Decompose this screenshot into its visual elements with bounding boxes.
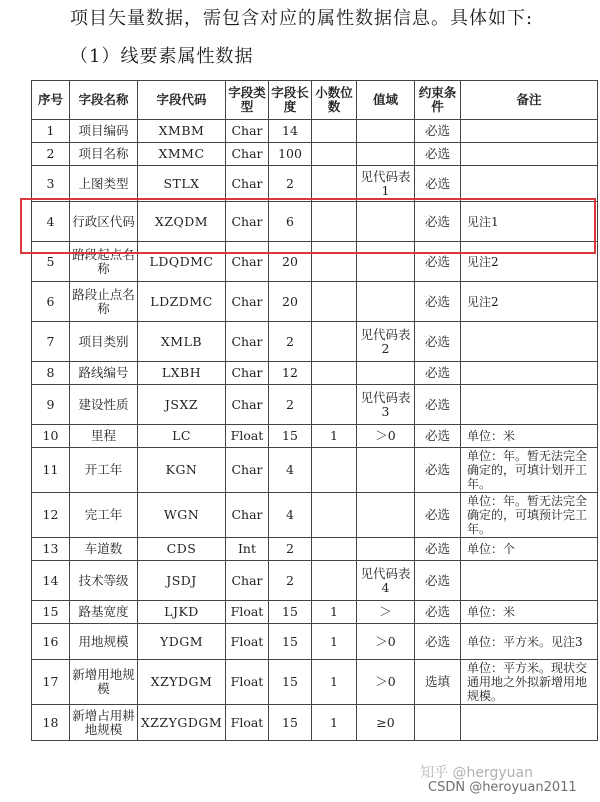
table-cell: JSXZ [138, 385, 226, 425]
table-cell: 单位：平方米。见注3 [461, 624, 598, 660]
table-cell: 必选 [415, 601, 461, 624]
table-cell: 5 [32, 242, 70, 282]
watermark-zhihu: 知乎 @hergyuan [420, 765, 533, 781]
table-cell: 15 [269, 624, 312, 660]
table-cell: ＞0 [357, 624, 415, 660]
table-cell: 里程 [70, 425, 138, 448]
table-cell: 2 [269, 322, 312, 362]
table-cell: 1 [32, 120, 70, 143]
table-cell: Char [226, 385, 269, 425]
table-cell: Char [226, 448, 269, 493]
table-row [32, 538, 598, 561]
table-cell: 必选 [415, 143, 461, 166]
table-cell [357, 202, 415, 242]
table-cell [461, 143, 598, 166]
table-cell: 项目类别 [70, 322, 138, 362]
table-cell: 3 [32, 166, 70, 202]
table-cell [312, 282, 357, 322]
intro-text: 项目矢量数据，需包含对应的属性数据信息。具体如下: [70, 8, 534, 29]
header-cell: 小数位数 [312, 81, 357, 120]
table-cell [312, 143, 357, 166]
table-cell: KGN [138, 448, 226, 493]
table-cell: 10 [32, 425, 70, 448]
table-cell: XMBM [138, 120, 226, 143]
table-cell: 车道数 [70, 538, 138, 561]
table-cell [357, 242, 415, 282]
table-cell: 15 [269, 660, 312, 705]
table-cell: ＞0 [357, 660, 415, 705]
table-cell [461, 120, 598, 143]
table-cell: Char [226, 166, 269, 202]
table-cell: 单位：米 [461, 601, 598, 624]
table-cell: 12 [269, 362, 312, 385]
table-cell: YDGM [138, 624, 226, 660]
header-cell: 值域 [357, 81, 415, 120]
table-cell: 15 [269, 601, 312, 624]
table-cell [312, 242, 357, 282]
table-cell: 路基宽度 [70, 601, 138, 624]
table-cell: 见注2 [461, 282, 598, 322]
table-cell: 必选 [415, 385, 461, 425]
table-cell: 完工年 [70, 493, 138, 538]
table-cell: 1 [312, 601, 357, 624]
table-cell: 2 [32, 143, 70, 166]
table-cell: JSDJ [138, 561, 226, 601]
table-cell: 必选 [415, 362, 461, 385]
table-cell: 新增用地规模 [70, 660, 138, 705]
header-cell: 字段长度 [269, 81, 312, 120]
table-cell: LDQDMC [138, 242, 226, 282]
table-cell: 路段止点名称 [70, 282, 138, 322]
table-row [32, 660, 598, 705]
table-cell: 行政区代码 [70, 202, 138, 242]
table-cell: Char [226, 143, 269, 166]
table-cell: Char [226, 202, 269, 242]
table-cell: XZQDM [138, 202, 226, 242]
table-cell: Char [226, 322, 269, 362]
table-cell: 见代码表1 [357, 166, 415, 202]
table-cell: Float [226, 601, 269, 624]
table-cell: 选填 [415, 660, 461, 705]
table-row [32, 322, 598, 362]
table-cell: 项目名称 [70, 143, 138, 166]
table-cell: 见代码表4 [357, 561, 415, 601]
table-cell: Float [226, 425, 269, 448]
table-cell: 必选 [415, 448, 461, 493]
table-cell: 15 [269, 705, 312, 741]
table-row [32, 705, 598, 741]
table-cell: LDZDMC [138, 282, 226, 322]
table-cell: 6 [269, 202, 312, 242]
table-cell: 用地规模 [70, 624, 138, 660]
table-row [32, 166, 598, 202]
table-cell [357, 448, 415, 493]
table-cell: ＞ [357, 601, 415, 624]
table-cell: 项目编码 [70, 120, 138, 143]
table-row [32, 448, 598, 493]
table-cell: 建设性质 [70, 385, 138, 425]
table-cell: 1 [312, 705, 357, 741]
table-cell: 2 [269, 538, 312, 561]
table-cell: 18 [32, 705, 70, 741]
table-cell [312, 385, 357, 425]
table-cell: 见代码表3 [357, 385, 415, 425]
table-cell: 1 [312, 660, 357, 705]
table-cell: Char [226, 493, 269, 538]
table-cell [357, 538, 415, 561]
table-cell: 单位：年。暂无法完全确定的，可填预计完工年。 [461, 493, 598, 538]
table-cell: 必选 [415, 624, 461, 660]
table-row [32, 242, 598, 282]
table-cell: 9 [32, 385, 70, 425]
table-cell: Char [226, 120, 269, 143]
table-cell [312, 362, 357, 385]
table-cell: 必选 [415, 561, 461, 601]
table-cell: LC [138, 425, 226, 448]
table-cell [357, 282, 415, 322]
header-cell: 字段代码 [138, 81, 226, 120]
table-cell: 上图类型 [70, 166, 138, 202]
table-cell: Float [226, 624, 269, 660]
table-cell: 11 [32, 448, 70, 493]
table-row [32, 493, 598, 538]
table-cell: 单位：个 [461, 538, 598, 561]
table-cell: 14 [269, 120, 312, 143]
section-title: （1）线要素属性数据 [70, 46, 254, 67]
table-cell [357, 143, 415, 166]
table-cell: 20 [269, 242, 312, 282]
table-cell: 1 [312, 425, 357, 448]
header-cell: 字段名称 [70, 81, 138, 120]
table-cell: 4 [269, 448, 312, 493]
table-cell: 单位：米 [461, 425, 598, 448]
table-cell: 16 [32, 624, 70, 660]
header-cell: 字段类型 [226, 81, 269, 120]
table-cell: 必选 [415, 538, 461, 561]
table-cell: 8 [32, 362, 70, 385]
table-cell: Char [226, 561, 269, 601]
table-cell: Int [226, 538, 269, 561]
table-cell: 13 [32, 538, 70, 561]
table-cell: XZZYGDGM [138, 705, 226, 741]
table-cell: 2 [269, 561, 312, 601]
table-cell: 见代码表2 [357, 322, 415, 362]
table-cell: 见注2 [461, 242, 598, 282]
table-cell: 2 [269, 166, 312, 202]
table-cell: 见注1 [461, 202, 598, 242]
table-row [32, 120, 598, 143]
table-cell [312, 448, 357, 493]
table-cell: 20 [269, 282, 312, 322]
table-row [32, 202, 598, 242]
table-cell [357, 362, 415, 385]
table-cell [461, 385, 598, 425]
table-row [32, 601, 598, 624]
table-cell [357, 120, 415, 143]
table-cell: 必选 [415, 282, 461, 322]
table-row [32, 425, 598, 448]
table-cell: XMLB [138, 322, 226, 362]
table-cell: ＞0 [357, 425, 415, 448]
table-row [32, 561, 598, 601]
table-cell: 单位：年。暂无法完全确定的，可填计划开工年。 [461, 448, 598, 493]
table-cell: 4 [269, 493, 312, 538]
table-cell: 12 [32, 493, 70, 538]
table-cell: 7 [32, 322, 70, 362]
table-cell: XMMC [138, 143, 226, 166]
table-cell [312, 322, 357, 362]
table-header-row [32, 81, 598, 120]
table-cell [357, 493, 415, 538]
table-cell: XZYDGM [138, 660, 226, 705]
table-cell: 必选 [415, 120, 461, 143]
table-row [32, 143, 598, 166]
header-cell: 序号 [32, 81, 70, 120]
table-cell: 新增占用耕地规模 [70, 705, 138, 741]
table-cell: 6 [32, 282, 70, 322]
table-cell: 必选 [415, 242, 461, 282]
table-cell: 必选 [415, 493, 461, 538]
table-cell: LXBH [138, 362, 226, 385]
table-row [32, 624, 598, 660]
table-cell [312, 538, 357, 561]
table-cell: 14 [32, 561, 70, 601]
table-cell: 17 [32, 660, 70, 705]
table-cell: Float [226, 660, 269, 705]
table-cell: ≥0 [357, 705, 415, 741]
table-cell: Float [226, 705, 269, 741]
table-cell: 2 [269, 385, 312, 425]
table-row [32, 362, 598, 385]
table-cell [461, 362, 598, 385]
header-cell: 备注 [461, 81, 598, 120]
table-cell: 15 [32, 601, 70, 624]
table-cell: 单位：平方米。现状交通用地之外拟新增用地规模。 [461, 660, 598, 705]
table-cell: 必选 [415, 322, 461, 362]
table-cell [461, 561, 598, 601]
watermark-csdn: CSDN @heroyuan2011 [428, 780, 577, 795]
table-cell: 路线编号 [70, 362, 138, 385]
table-cell: 开工年 [70, 448, 138, 493]
table-cell [312, 202, 357, 242]
table-cell: WGN [138, 493, 226, 538]
table-cell: 100 [269, 143, 312, 166]
table-cell [461, 166, 598, 202]
table-cell [415, 705, 461, 741]
table-cell: CDS [138, 538, 226, 561]
table-cell: 必选 [415, 425, 461, 448]
table-cell [312, 120, 357, 143]
attribute-table [31, 80, 598, 741]
table-cell: LJKD [138, 601, 226, 624]
table-cell [312, 561, 357, 601]
table-row [32, 282, 598, 322]
table-cell: 必选 [415, 166, 461, 202]
table-cell [461, 705, 598, 741]
table-cell: 路段起点名称 [70, 242, 138, 282]
table-cell: Char [226, 282, 269, 322]
table-cell: 1 [312, 624, 357, 660]
table-cell: 4 [32, 202, 70, 242]
table-cell: Char [226, 362, 269, 385]
table-cell: 必选 [415, 202, 461, 242]
table-cell: 技术等级 [70, 561, 138, 601]
table-cell [312, 166, 357, 202]
header-cell: 约束条件 [415, 81, 461, 120]
table-cell: 15 [269, 425, 312, 448]
table-cell: Char [226, 242, 269, 282]
table-cell: STLX [138, 166, 226, 202]
table-cell [461, 322, 598, 362]
table-row [32, 385, 598, 425]
table-cell [312, 493, 357, 538]
